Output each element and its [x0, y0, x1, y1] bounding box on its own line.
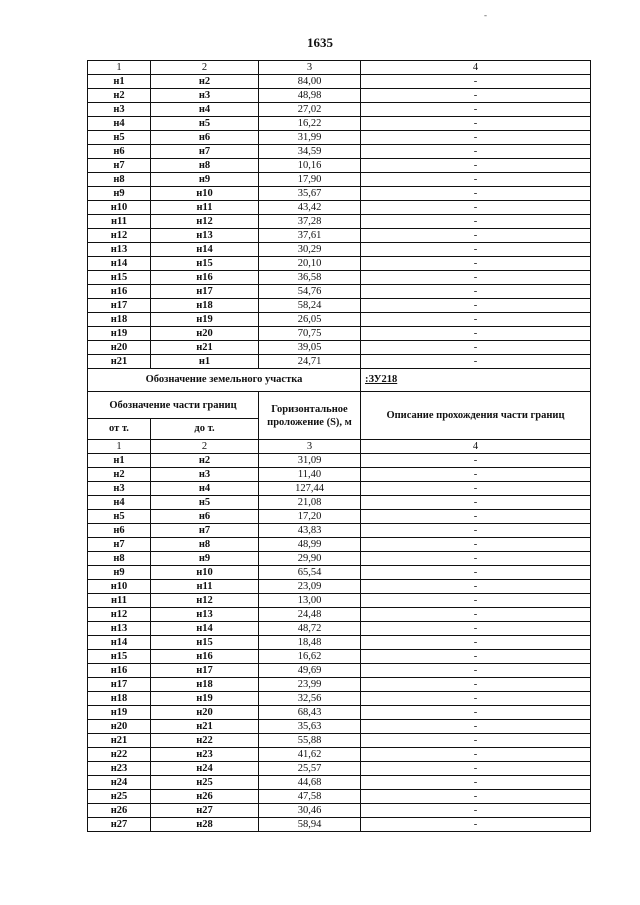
table-row [88, 173, 591, 187]
plot-designation-value: :ЗУ218 [361, 369, 591, 392]
boundary-description: - [361, 201, 591, 215]
horizontal-distance: 43,42 [259, 201, 361, 215]
horizontal-distance: 17,90 [259, 173, 361, 187]
to-point: н6 [151, 510, 259, 524]
to-point: н13 [151, 608, 259, 622]
table-row [88, 468, 591, 482]
table-row [88, 103, 591, 117]
horizontal-distance: 10,16 [259, 159, 361, 173]
horizontal-distance: 13,00 [259, 594, 361, 608]
table-row [88, 341, 591, 355]
boundary-description: - [361, 89, 591, 103]
to-point: н8 [151, 159, 259, 173]
to-point: н17 [151, 285, 259, 299]
from-point: н4 [88, 496, 151, 510]
from-point: н1 [88, 75, 151, 89]
table-row [88, 594, 591, 608]
table-row [88, 804, 591, 818]
horizontal-distance: 34,59 [259, 145, 361, 159]
table-row [88, 538, 591, 552]
from-point: н9 [88, 187, 151, 201]
page-number: 1635 [307, 35, 333, 50]
horizontal-distance: 70,75 [259, 327, 361, 341]
table-row [88, 678, 591, 692]
from-point: н26 [88, 804, 151, 818]
from-point: н27 [88, 818, 151, 832]
boundary-description: - [361, 243, 591, 257]
boundary-description: - [361, 341, 591, 355]
from-point: н2 [88, 468, 151, 482]
from-point: н21 [88, 734, 151, 748]
to-point: н26 [151, 790, 259, 804]
from-point: н18 [88, 313, 151, 327]
table-row [88, 117, 591, 131]
from-point: н17 [88, 678, 151, 692]
boundary-description: - [361, 524, 591, 538]
table-row [88, 243, 591, 257]
table-row [88, 299, 591, 313]
to-point: н9 [151, 552, 259, 566]
from-point: н22 [88, 748, 151, 762]
table-row [88, 510, 591, 524]
boundary-description: - [361, 454, 591, 468]
horizontal-distance: 31,09 [259, 454, 361, 468]
horizontal-distance: 29,90 [259, 552, 361, 566]
boundary-description: - [361, 117, 591, 131]
to-point: н3 [151, 468, 259, 482]
from-point: н11 [88, 215, 151, 229]
to-point: н12 [151, 215, 259, 229]
to-point: н6 [151, 131, 259, 145]
to-point: н24 [151, 762, 259, 776]
from-point: н9 [88, 566, 151, 580]
horizontal-distance: 84,00 [259, 75, 361, 89]
horizontal-distance: 23,09 [259, 580, 361, 594]
table-row [88, 496, 591, 510]
horizontal-distance: 48,98 [259, 89, 361, 103]
table-row [88, 215, 591, 229]
to-point: н20 [151, 327, 259, 341]
table-row [88, 566, 591, 580]
section2-body [88, 440, 591, 832]
table-row [88, 89, 591, 103]
boundary-description: - [361, 790, 591, 804]
table-row [88, 664, 591, 678]
table-row [88, 145, 591, 159]
column-number: 1 [88, 61, 151, 75]
description-header: Описание прохождения части границ [361, 392, 591, 440]
horizontal-distance: 21,08 [259, 496, 361, 510]
from-point: н4 [88, 117, 151, 131]
table-row [88, 650, 591, 664]
to-point: н11 [151, 580, 259, 594]
boundary-description: - [361, 678, 591, 692]
boundary-description: - [361, 313, 591, 327]
table-row [88, 552, 591, 566]
to-point: н28 [151, 818, 259, 832]
part-designation-header: Обозначение части границ [88, 392, 259, 419]
column-number-row [88, 440, 591, 454]
boundary-description: - [361, 229, 591, 243]
table-row [88, 187, 591, 201]
column-number: 3 [259, 440, 361, 454]
table-row [88, 524, 591, 538]
from-point: н16 [88, 664, 151, 678]
to-point: н25 [151, 776, 259, 790]
section1-body [88, 61, 591, 369]
from-point: н20 [88, 341, 151, 355]
boundary-description: - [361, 552, 591, 566]
to-point: н14 [151, 243, 259, 257]
boundary-description: - [361, 650, 591, 664]
to-point: н7 [151, 145, 259, 159]
to-point: н17 [151, 664, 259, 678]
table-row [88, 229, 591, 243]
boundary-description: - [361, 299, 591, 313]
from-point: н6 [88, 524, 151, 538]
horizontal-distance: 35,63 [259, 720, 361, 734]
boundary-description: - [361, 622, 591, 636]
horizontal-distance: 37,61 [259, 229, 361, 243]
from-point: н18 [88, 692, 151, 706]
boundary-description: - [361, 187, 591, 201]
from-point: н19 [88, 327, 151, 341]
to-point: н23 [151, 748, 259, 762]
horizontal-distance: 24,48 [259, 608, 361, 622]
from-point: н5 [88, 131, 151, 145]
horizontal-distance: 20,10 [259, 257, 361, 271]
boundary-description: - [361, 580, 591, 594]
boundary-description: - [361, 285, 591, 299]
column-number: 4 [361, 440, 591, 454]
boundary-description: - [361, 594, 591, 608]
boundary-description: - [361, 706, 591, 720]
table-row [88, 776, 591, 790]
to-point: н15 [151, 636, 259, 650]
from-point: н11 [88, 594, 151, 608]
boundary-description: - [361, 131, 591, 145]
boundary-description: - [361, 804, 591, 818]
boundary-description: - [361, 818, 591, 832]
horizontal-distance: 58,24 [259, 299, 361, 313]
to-point: н7 [151, 524, 259, 538]
table-row [88, 580, 591, 594]
horizontal-distance: 48,72 [259, 622, 361, 636]
from-point: н25 [88, 790, 151, 804]
horizontal-distance: 27,02 [259, 103, 361, 117]
to-point: н5 [151, 496, 259, 510]
boundary-description: - [361, 776, 591, 790]
to-point: н16 [151, 271, 259, 285]
horizontal-distance: 24,71 [259, 355, 361, 369]
boundary-description: - [361, 762, 591, 776]
horizontal-distance: 30,46 [259, 804, 361, 818]
horizontal-distance: 11,40 [259, 468, 361, 482]
table-row [88, 131, 591, 145]
to-point: н4 [151, 482, 259, 496]
to-point: н14 [151, 622, 259, 636]
from-point: н19 [88, 706, 151, 720]
from-point: н1 [88, 454, 151, 468]
horizontal-distance: 35,67 [259, 187, 361, 201]
table-row [88, 734, 591, 748]
table-row [88, 748, 591, 762]
horizontal-distance: 36,58 [259, 271, 361, 285]
from-point: н16 [88, 285, 151, 299]
table-row [88, 720, 591, 734]
horizontal-distance: 68,43 [259, 706, 361, 720]
horizontal-distance: 48,99 [259, 538, 361, 552]
boundary-description: - [361, 355, 591, 369]
from-point: н17 [88, 299, 151, 313]
from-point: н3 [88, 103, 151, 117]
plot-header [88, 369, 591, 440]
boundary-description: - [361, 145, 591, 159]
to-point: н18 [151, 678, 259, 692]
from-point: н3 [88, 482, 151, 496]
horizontal-distance: 49,69 [259, 664, 361, 678]
to-point: н19 [151, 692, 259, 706]
horizontal-distance: 30,29 [259, 243, 361, 257]
table-row [88, 790, 591, 804]
column-number: 2 [151, 440, 259, 454]
to-point: н8 [151, 538, 259, 552]
horizontal-distance: 55,88 [259, 734, 361, 748]
horizontal-distance: 16,22 [259, 117, 361, 131]
boundary-description: - [361, 538, 591, 552]
to-point: н22 [151, 734, 259, 748]
column-number: 3 [259, 61, 361, 75]
boundary-description: - [361, 636, 591, 650]
horizontal-distance: 58,94 [259, 818, 361, 832]
horizontal-distance: 25,57 [259, 762, 361, 776]
boundary-description: - [361, 608, 591, 622]
boundary-description: - [361, 271, 591, 285]
boundary-description: - [361, 103, 591, 117]
horizontal-distance: 32,56 [259, 692, 361, 706]
boundary-description: - [361, 692, 591, 706]
to-point: н10 [151, 187, 259, 201]
from-point: н23 [88, 762, 151, 776]
horizontal-distance: 23,99 [259, 678, 361, 692]
from-point: н10 [88, 580, 151, 594]
horizontal-distance: 18,48 [259, 636, 361, 650]
table-row [88, 327, 591, 341]
to-point: н18 [151, 299, 259, 313]
boundary-description: - [361, 75, 591, 89]
to-point-header: до т. [151, 419, 259, 440]
horizontal-distance: 43,83 [259, 524, 361, 538]
from-point: н7 [88, 538, 151, 552]
to-point: н21 [151, 720, 259, 734]
boundary-description: - [361, 257, 591, 271]
table-row [88, 355, 591, 369]
to-point: н9 [151, 173, 259, 187]
scan-mark: - [484, 10, 487, 20]
table-row [88, 762, 591, 776]
horizontal-distance: 17,20 [259, 510, 361, 524]
to-point: н15 [151, 257, 259, 271]
to-point: н19 [151, 313, 259, 327]
table-row [88, 271, 591, 285]
boundary-description: - [361, 566, 591, 580]
horizontal-distance: 31,99 [259, 131, 361, 145]
horizontal-distance: 127,44 [259, 482, 361, 496]
to-point: н5 [151, 117, 259, 131]
from-point: н24 [88, 776, 151, 790]
from-point: н14 [88, 257, 151, 271]
table-row [88, 482, 591, 496]
boundary-description: - [361, 510, 591, 524]
from-point: н6 [88, 145, 151, 159]
to-point: н11 [151, 201, 259, 215]
column-number: 2 [151, 61, 259, 75]
boundary-description: - [361, 734, 591, 748]
horizontal-distance: 16,62 [259, 650, 361, 664]
table-row [88, 818, 591, 832]
column-number: 1 [88, 440, 151, 454]
from-point: н2 [88, 89, 151, 103]
table-row [88, 75, 591, 89]
to-point: н2 [151, 75, 259, 89]
horizontal-distance: 54,76 [259, 285, 361, 299]
boundary-description: - [361, 748, 591, 762]
to-point: н12 [151, 594, 259, 608]
to-point: н16 [151, 650, 259, 664]
boundary-description: - [361, 327, 591, 341]
from-point: н12 [88, 229, 151, 243]
boundary-description: - [361, 159, 591, 173]
column-number: 4 [361, 61, 591, 75]
horizontal-distance: 47,58 [259, 790, 361, 804]
table-row [88, 159, 591, 173]
boundary-description: - [361, 496, 591, 510]
plot-designation-row [88, 369, 591, 392]
horizontal-distance: 37,28 [259, 215, 361, 229]
to-point: н27 [151, 804, 259, 818]
table-row [88, 257, 591, 271]
from-point-header: от т. [88, 419, 151, 440]
to-point: н10 [151, 566, 259, 580]
from-point: н14 [88, 636, 151, 650]
from-point: н7 [88, 159, 151, 173]
to-point: н2 [151, 454, 259, 468]
to-point: н21 [151, 341, 259, 355]
table-row [88, 201, 591, 215]
from-point: н13 [88, 243, 151, 257]
boundary-description: - [361, 173, 591, 187]
from-point: н21 [88, 355, 151, 369]
to-point: н3 [151, 89, 259, 103]
from-point: н8 [88, 173, 151, 187]
from-point: н13 [88, 622, 151, 636]
boundary-description: - [361, 468, 591, 482]
horizontal-distance: 39,05 [259, 341, 361, 355]
plot-designation-label: Обозначение земельного участка [88, 369, 361, 392]
horizontal-distance: 65,54 [259, 566, 361, 580]
horizontal-distance-header: Горизонтальное проложение (S), м [259, 392, 361, 440]
boundary-description: - [361, 482, 591, 496]
table-row [88, 608, 591, 622]
column-number-row [88, 61, 591, 75]
from-point: н8 [88, 552, 151, 566]
horizontal-distance: 44,68 [259, 776, 361, 790]
column-header-row [88, 392, 591, 419]
horizontal-distance: 41,62 [259, 748, 361, 762]
from-point: н12 [88, 608, 151, 622]
to-point: н4 [151, 103, 259, 117]
table-row [88, 454, 591, 468]
table-row [88, 692, 591, 706]
from-point: н20 [88, 720, 151, 734]
from-point: н15 [88, 650, 151, 664]
table-row [88, 285, 591, 299]
boundary-description: - [361, 664, 591, 678]
table-row [88, 706, 591, 720]
horizontal-distance: 26,05 [259, 313, 361, 327]
to-point: н20 [151, 706, 259, 720]
table-row [88, 313, 591, 327]
from-point: н5 [88, 510, 151, 524]
table-row [88, 622, 591, 636]
boundary-description: - [361, 720, 591, 734]
to-point: н13 [151, 229, 259, 243]
from-point: н15 [88, 271, 151, 285]
from-point: н10 [88, 201, 151, 215]
to-point: н1 [151, 355, 259, 369]
table-row [88, 636, 591, 650]
boundary-description: - [361, 215, 591, 229]
boundary-table [87, 60, 591, 832]
